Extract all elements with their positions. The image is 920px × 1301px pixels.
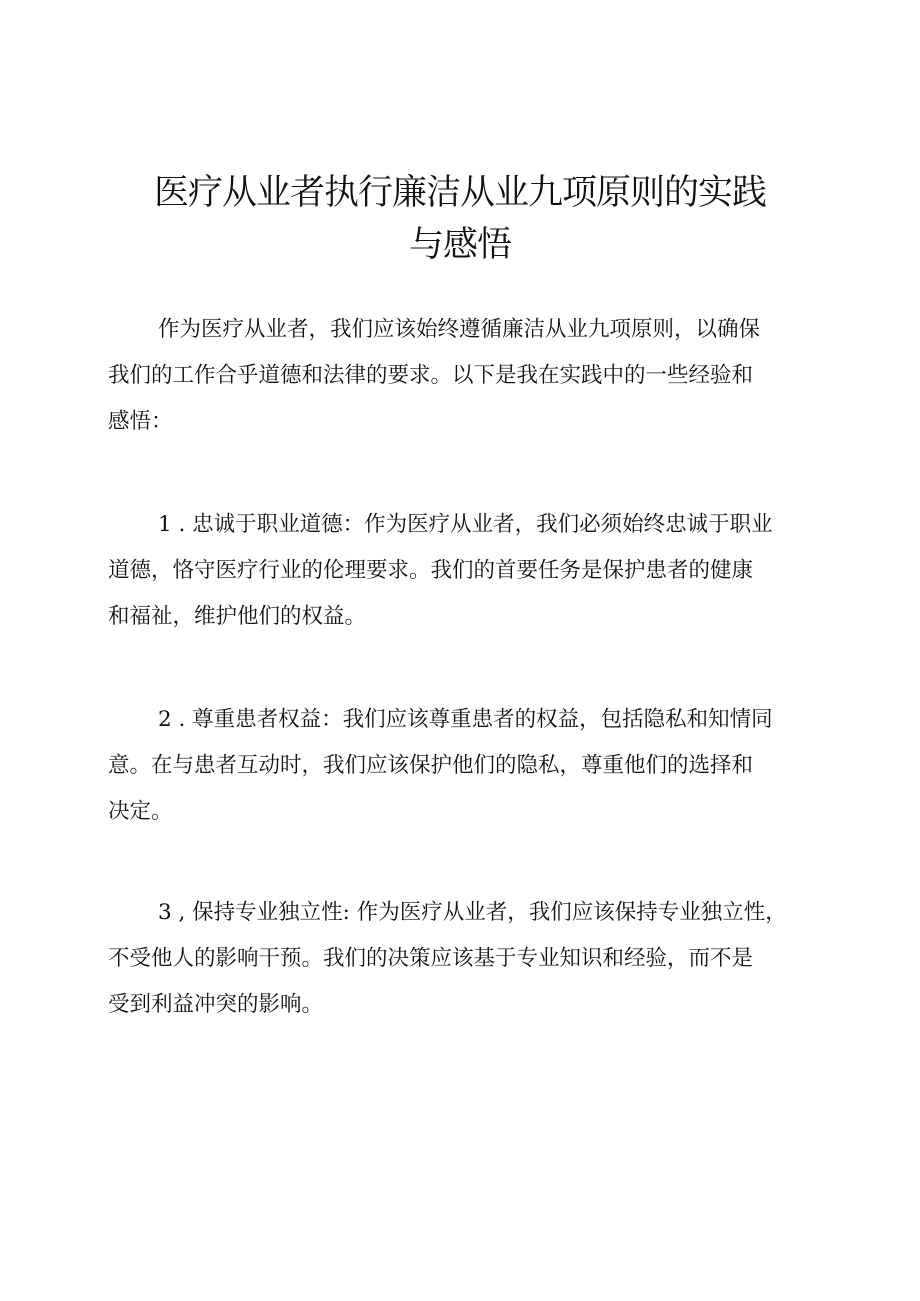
principle-1-line-3: 和福祉，维护他们的权益。	[108, 604, 367, 629]
principle-2-paragraph	[108, 697, 814, 835]
principle-2-line-1: 2 . 尊重患者权益：我们应该尊重患者的权益，包括隐私和知情同	[158, 707, 773, 732]
principle-3-line-3: 受到利益冲突的影响。	[108, 992, 324, 1017]
principle-1-line-1: 1 . 忠诚于职业道德：作为医疗从业者，我们必须始终忠诚于职业	[158, 512, 773, 537]
intro-line-3: 感悟：	[108, 409, 173, 434]
principle-1-paragraph	[108, 502, 814, 640]
title-line-1: 医疗从业者执行廉洁从业九项原则的实践	[153, 173, 766, 213]
title-line-2: 与感悟	[408, 225, 511, 265]
document-title	[100, 167, 820, 271]
principle-2-line-3: 决定。	[108, 799, 173, 824]
principle-3-line-1: 3 , 保持专业独立性: 作为医疗从业者，我们应该保持专业独立性，	[158, 900, 787, 925]
principle-2-line-2: 意。在与患者互动时，我们应该保护他们的隐私，尊重他们的选择和	[108, 753, 754, 778]
principle-3-paragraph	[108, 890, 814, 1028]
intro-line-2: 我们的工作合乎道德和法律的要求。以下是我在实践中的一些经验和	[108, 363, 754, 388]
principle-3-line-2: 不受他人的影响干预。我们的决策应该基于专业知识和经验，而不是	[108, 946, 754, 971]
principle-1-line-2: 道德，恪守医疗行业的伦理要求。我们的首要任务是保护患者的健康	[108, 558, 754, 583]
intro-paragraph	[108, 307, 814, 445]
intro-line-1: 作为医疗从业者，我们应该始终遵循廉洁从业九项原则，以确保	[158, 317, 761, 342]
